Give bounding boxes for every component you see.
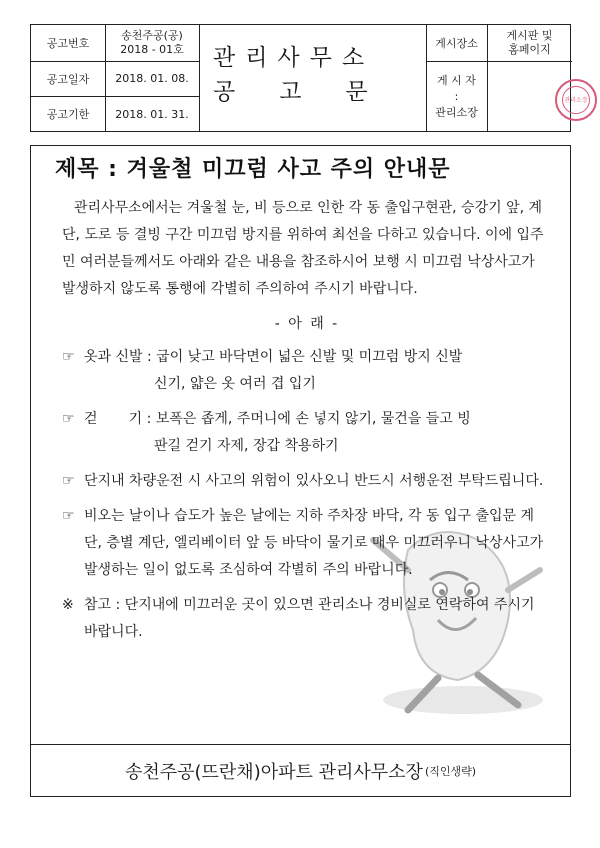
item-label: 걷 기 : xyxy=(84,411,152,427)
date-label: 공고일자 xyxy=(46,72,90,86)
list-item xyxy=(62,468,552,495)
pointing-hand-icon: ☞ xyxy=(62,349,75,365)
pointing-hand-icon: ☞ xyxy=(62,508,75,524)
notice-body xyxy=(62,195,552,654)
subject-title: 제목 : 겨울철 미끄럼 사고 주의 안내문 xyxy=(55,157,451,182)
item-text: 보폭은 좁게, 주머니에 손 넣지 않기, 물건을 들고 빙 xyxy=(155,411,471,427)
posting-place-label: 게시장소 xyxy=(435,37,478,50)
pointing-hand-icon: ☞ xyxy=(62,411,75,427)
deadline-value: 2018. 01. 31. xyxy=(115,107,189,121)
list-item xyxy=(62,344,552,398)
date-value: 2018. 01. 08. xyxy=(115,72,189,85)
item-text: 단지내에 미끄러운 곳이 있으면 관리소나 경비실로 연락하여 주시기 바랍니다. xyxy=(84,597,535,640)
notice-title xyxy=(199,41,426,121)
item-label: 옷과 신발 : xyxy=(84,349,152,365)
list-item xyxy=(62,406,552,460)
notice-header-table xyxy=(30,24,571,132)
official-stamp xyxy=(555,79,597,121)
notice-no-value: 송천주공(공) 2018 - 01호 xyxy=(120,29,184,56)
signature-line xyxy=(30,745,571,797)
item-text: 굽이 낮고 바닥면이 넓은 신발 및 미끄럼 방지 신발 xyxy=(156,349,463,365)
item-continuation: 신기, 얇은 옷 여러 겹 입기 xyxy=(154,376,316,392)
intro-paragraph: 관리사무소에서는 겨울철 눈, 비 등으로 인한 각 동 출입구현관, 승강기 앞, 계단, 도로 등 결빙 구간 미끄럼 방지를 위하여 최선을 다하고 있습니다. 이에 입주민 여러분들께서도 아래와 같은 내용을 참조하시어 보행 시 미끄럼 낙상사고가 발생하지 않도록 통행에 각별히 주의하여 주시기 바랍니다. xyxy=(62,200,544,297)
list-item xyxy=(62,503,552,584)
posting-place-value: 게시판 및 홈페이지 xyxy=(506,29,553,56)
title-line-2: 공고문 xyxy=(213,79,412,105)
notice-no-label: 공고번호 xyxy=(46,37,90,50)
reference-mark-icon: ※ xyxy=(62,597,74,613)
pointing-hand-icon: ☞ xyxy=(62,473,75,489)
item-label: 참고 : xyxy=(84,597,121,613)
below-heading: - 아 래 - xyxy=(274,316,340,332)
deadline-label: 공고기한 xyxy=(46,108,90,121)
item-text: 비오는 날이나 습도가 높은 날에는 지하 주차장 바닥, 각 동 입구 출입문 계단, 층별 계단, 엘리베이터 앞 등 바닥이 물기로 매우 미끄러우니 낙상사고가 발생하는 일이 없도록 조심하여 각별히 주의 바랍니다. xyxy=(84,508,544,578)
seal-note: (직인생략) xyxy=(424,764,477,778)
stamp-text: 관리소장 xyxy=(564,97,588,104)
signature-text: 송천주공(뜨란채)아파트 관리사무소장 xyxy=(124,761,423,783)
poster-label: 게 시 자 : 관리소장 xyxy=(435,73,478,119)
reference-note xyxy=(62,592,552,646)
item-continuation: 판길 걷기 자제, 장갑 착용하기 xyxy=(154,438,339,454)
title-line-1: 관리사무소 xyxy=(213,45,375,71)
item-text: 단지내 차량운전 시 사고의 위험이 있사오니 반드시 서행운전 부탁드립니다. xyxy=(84,473,544,489)
